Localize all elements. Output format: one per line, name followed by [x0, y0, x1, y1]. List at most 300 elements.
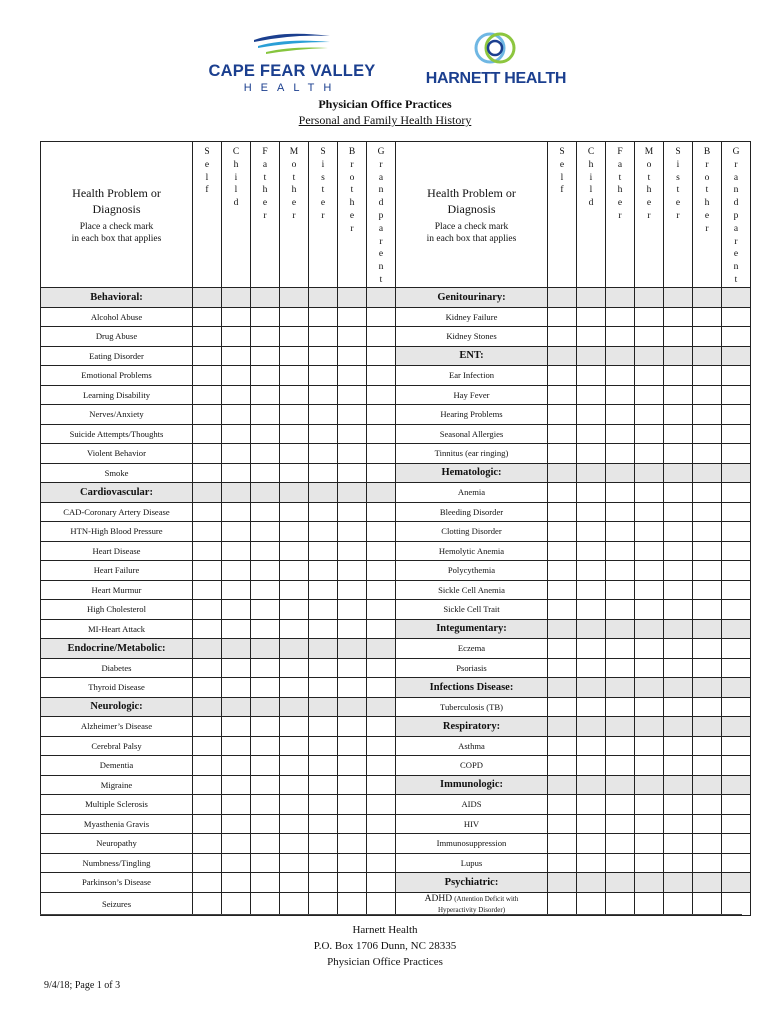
checkbox-cell[interactable]	[280, 580, 309, 600]
checkbox-cell[interactable]	[606, 892, 635, 915]
checkbox-cell[interactable]	[338, 600, 367, 620]
checkbox-cell[interactable]	[722, 561, 751, 581]
checkbox-cell[interactable]	[722, 795, 751, 815]
checkbox-cell[interactable]	[635, 892, 664, 915]
checkbox-cell[interactable]	[338, 717, 367, 737]
checkbox-cell[interactable]	[577, 541, 606, 561]
checkbox-cell[interactable]	[693, 366, 722, 386]
checkbox-cell[interactable]	[548, 541, 577, 561]
checkbox-cell[interactable]	[606, 444, 635, 464]
checkbox-cell[interactable]	[693, 561, 722, 581]
checkbox-cell[interactable]	[251, 717, 280, 737]
checkbox-cell[interactable]	[251, 873, 280, 893]
checkbox-cell[interactable]	[577, 483, 606, 503]
checkbox-cell[interactable]	[722, 736, 751, 756]
checkbox-cell[interactable]	[693, 483, 722, 503]
checkbox-cell[interactable]	[222, 600, 251, 620]
checkbox-cell[interactable]	[577, 424, 606, 444]
checkbox-cell[interactable]	[193, 424, 222, 444]
checkbox-cell[interactable]	[222, 561, 251, 581]
checkbox-cell[interactable]	[309, 892, 338, 915]
checkbox-cell[interactable]	[309, 366, 338, 386]
checkbox-cell[interactable]	[338, 502, 367, 522]
checkbox-cell[interactable]	[193, 405, 222, 425]
checkbox-cell[interactable]	[606, 522, 635, 542]
checkbox-cell[interactable]	[222, 424, 251, 444]
checkbox-cell[interactable]	[309, 658, 338, 678]
checkbox-cell[interactable]	[722, 541, 751, 561]
checkbox-cell[interactable]	[222, 736, 251, 756]
checkbox-cell[interactable]	[280, 619, 309, 639]
checkbox-cell[interactable]	[251, 502, 280, 522]
checkbox-cell[interactable]	[548, 892, 577, 915]
checkbox-cell[interactable]	[367, 600, 396, 620]
checkbox-cell[interactable]	[251, 658, 280, 678]
checkbox-cell[interactable]	[577, 522, 606, 542]
checkbox-cell[interactable]	[367, 463, 396, 483]
checkbox-cell[interactable]	[606, 405, 635, 425]
checkbox-cell[interactable]	[222, 658, 251, 678]
checkbox-cell[interactable]	[193, 580, 222, 600]
checkbox-cell[interactable]	[693, 658, 722, 678]
checkbox-cell[interactable]	[548, 522, 577, 542]
checkbox-cell[interactable]	[309, 775, 338, 795]
checkbox-cell[interactable]	[577, 814, 606, 834]
checkbox-cell[interactable]	[722, 834, 751, 854]
checkbox-cell[interactable]	[664, 424, 693, 444]
checkbox-cell[interactable]	[635, 327, 664, 347]
checkbox-cell[interactable]	[367, 814, 396, 834]
checkbox-cell[interactable]	[280, 892, 309, 915]
checkbox-cell[interactable]	[338, 327, 367, 347]
checkbox-cell[interactable]	[222, 619, 251, 639]
checkbox-cell[interactable]	[548, 600, 577, 620]
checkbox-cell[interactable]	[193, 366, 222, 386]
checkbox-cell[interactable]	[367, 775, 396, 795]
checkbox-cell[interactable]	[664, 814, 693, 834]
checkbox-cell[interactable]	[280, 327, 309, 347]
checkbox-cell[interactable]	[577, 502, 606, 522]
checkbox-cell[interactable]	[193, 658, 222, 678]
checkbox-cell[interactable]	[251, 600, 280, 620]
checkbox-cell[interactable]	[577, 658, 606, 678]
checkbox-cell[interactable]	[606, 834, 635, 854]
checkbox-cell[interactable]	[193, 561, 222, 581]
checkbox-cell[interactable]	[338, 619, 367, 639]
checkbox-cell[interactable]	[309, 385, 338, 405]
checkbox-cell[interactable]	[280, 834, 309, 854]
checkbox-cell[interactable]	[722, 444, 751, 464]
checkbox-cell[interactable]	[635, 580, 664, 600]
checkbox-cell[interactable]	[280, 736, 309, 756]
checkbox-cell[interactable]	[338, 892, 367, 915]
checkbox-cell[interactable]	[606, 814, 635, 834]
checkbox-cell[interactable]	[664, 736, 693, 756]
checkbox-cell[interactable]	[193, 444, 222, 464]
checkbox-cell[interactable]	[635, 522, 664, 542]
checkbox-cell[interactable]	[577, 580, 606, 600]
checkbox-cell[interactable]	[367, 717, 396, 737]
checkbox-cell[interactable]	[193, 795, 222, 815]
checkbox-cell[interactable]	[193, 600, 222, 620]
checkbox-cell[interactable]	[338, 346, 367, 366]
checkbox-cell[interactable]	[251, 619, 280, 639]
checkbox-cell[interactable]	[193, 385, 222, 405]
checkbox-cell[interactable]	[309, 541, 338, 561]
checkbox-cell[interactable]	[693, 307, 722, 327]
checkbox-cell[interactable]	[606, 483, 635, 503]
checkbox-cell[interactable]	[693, 405, 722, 425]
checkbox-cell[interactable]	[338, 522, 367, 542]
checkbox-cell[interactable]	[577, 600, 606, 620]
checkbox-cell[interactable]	[280, 405, 309, 425]
checkbox-cell[interactable]	[222, 853, 251, 873]
checkbox-cell[interactable]	[367, 853, 396, 873]
checkbox-cell[interactable]	[606, 327, 635, 347]
checkbox-cell[interactable]	[338, 775, 367, 795]
checkbox-cell[interactable]	[251, 853, 280, 873]
checkbox-cell[interactable]	[664, 522, 693, 542]
checkbox-cell[interactable]	[606, 600, 635, 620]
checkbox-cell[interactable]	[635, 639, 664, 659]
checkbox-cell[interactable]	[338, 873, 367, 893]
checkbox-cell[interactable]	[722, 756, 751, 776]
checkbox-cell[interactable]	[222, 756, 251, 776]
checkbox-cell[interactable]	[193, 834, 222, 854]
checkbox-cell[interactable]	[722, 424, 751, 444]
checkbox-cell[interactable]	[693, 327, 722, 347]
checkbox-cell[interactable]	[280, 346, 309, 366]
checkbox-cell[interactable]	[251, 346, 280, 366]
checkbox-cell[interactable]	[722, 366, 751, 386]
checkbox-cell[interactable]	[309, 580, 338, 600]
checkbox-cell[interactable]	[664, 697, 693, 717]
checkbox-cell[interactable]	[548, 385, 577, 405]
checkbox-cell[interactable]	[251, 385, 280, 405]
checkbox-cell[interactable]	[251, 814, 280, 834]
checkbox-cell[interactable]	[664, 834, 693, 854]
checkbox-cell[interactable]	[251, 327, 280, 347]
checkbox-cell[interactable]	[309, 853, 338, 873]
checkbox-cell[interactable]	[664, 580, 693, 600]
checkbox-cell[interactable]	[664, 541, 693, 561]
checkbox-cell[interactable]	[251, 561, 280, 581]
checkbox-cell[interactable]	[193, 327, 222, 347]
checkbox-cell[interactable]	[280, 775, 309, 795]
checkbox-cell[interactable]	[635, 736, 664, 756]
checkbox-cell[interactable]	[367, 561, 396, 581]
checkbox-cell[interactable]	[280, 795, 309, 815]
checkbox-cell[interactable]	[635, 307, 664, 327]
checkbox-cell[interactable]	[577, 697, 606, 717]
checkbox-cell[interactable]	[577, 327, 606, 347]
checkbox-cell[interactable]	[222, 366, 251, 386]
checkbox-cell[interactable]	[635, 600, 664, 620]
checkbox-cell[interactable]	[251, 405, 280, 425]
checkbox-cell[interactable]	[722, 697, 751, 717]
checkbox-cell[interactable]	[635, 405, 664, 425]
checkbox-cell[interactable]	[280, 853, 309, 873]
checkbox-cell[interactable]	[280, 366, 309, 386]
checkbox-cell[interactable]	[664, 483, 693, 503]
checkbox-cell[interactable]	[693, 541, 722, 561]
checkbox-cell[interactable]	[193, 307, 222, 327]
checkbox-cell[interactable]	[193, 814, 222, 834]
checkbox-cell[interactable]	[280, 561, 309, 581]
checkbox-cell[interactable]	[664, 756, 693, 776]
checkbox-cell[interactable]	[338, 424, 367, 444]
checkbox-cell[interactable]	[222, 678, 251, 698]
checkbox-cell[interactable]	[722, 639, 751, 659]
checkbox-cell[interactable]	[309, 736, 338, 756]
checkbox-cell[interactable]	[722, 580, 751, 600]
checkbox-cell[interactable]	[367, 444, 396, 464]
checkbox-cell[interactable]	[309, 678, 338, 698]
checkbox-cell[interactable]	[693, 697, 722, 717]
checkbox-cell[interactable]	[193, 775, 222, 795]
checkbox-cell[interactable]	[577, 561, 606, 581]
checkbox-cell[interactable]	[309, 444, 338, 464]
checkbox-cell[interactable]	[577, 405, 606, 425]
checkbox-cell[interactable]	[693, 600, 722, 620]
checkbox-cell[interactable]	[548, 561, 577, 581]
checkbox-cell[interactable]	[280, 307, 309, 327]
checkbox-cell[interactable]	[722, 502, 751, 522]
checkbox-cell[interactable]	[222, 502, 251, 522]
checkbox-cell[interactable]	[664, 444, 693, 464]
checkbox-cell[interactable]	[367, 736, 396, 756]
checkbox-cell[interactable]	[309, 327, 338, 347]
checkbox-cell[interactable]	[251, 463, 280, 483]
checkbox-cell[interactable]	[664, 405, 693, 425]
checkbox-cell[interactable]	[606, 502, 635, 522]
checkbox-cell[interactable]	[606, 658, 635, 678]
checkbox-cell[interactable]	[664, 366, 693, 386]
checkbox-cell[interactable]	[193, 619, 222, 639]
checkbox-cell[interactable]	[577, 736, 606, 756]
checkbox-cell[interactable]	[367, 424, 396, 444]
checkbox-cell[interactable]	[664, 600, 693, 620]
checkbox-cell[interactable]	[309, 561, 338, 581]
checkbox-cell[interactable]	[577, 366, 606, 386]
checkbox-cell[interactable]	[577, 853, 606, 873]
checkbox-cell[interactable]	[635, 697, 664, 717]
checkbox-cell[interactable]	[309, 346, 338, 366]
checkbox-cell[interactable]	[222, 580, 251, 600]
checkbox-cell[interactable]	[606, 736, 635, 756]
checkbox-cell[interactable]	[251, 522, 280, 542]
checkbox-cell[interactable]	[606, 853, 635, 873]
checkbox-cell[interactable]	[193, 678, 222, 698]
checkbox-cell[interactable]	[664, 307, 693, 327]
checkbox-cell[interactable]	[338, 658, 367, 678]
checkbox-cell[interactable]	[338, 756, 367, 776]
checkbox-cell[interactable]	[309, 600, 338, 620]
checkbox-cell[interactable]	[193, 873, 222, 893]
checkbox-cell[interactable]	[548, 795, 577, 815]
checkbox-cell[interactable]	[693, 580, 722, 600]
checkbox-cell[interactable]	[367, 307, 396, 327]
checkbox-cell[interactable]	[367, 873, 396, 893]
checkbox-cell[interactable]	[693, 834, 722, 854]
checkbox-cell[interactable]	[722, 892, 751, 915]
checkbox-cell[interactable]	[635, 483, 664, 503]
checkbox-cell[interactable]	[664, 327, 693, 347]
checkbox-cell[interactable]	[693, 814, 722, 834]
checkbox-cell[interactable]	[222, 522, 251, 542]
checkbox-cell[interactable]	[693, 444, 722, 464]
checkbox-cell[interactable]	[548, 736, 577, 756]
checkbox-cell[interactable]	[338, 814, 367, 834]
checkbox-cell[interactable]	[606, 561, 635, 581]
checkbox-cell[interactable]	[367, 658, 396, 678]
checkbox-cell[interactable]	[222, 307, 251, 327]
checkbox-cell[interactable]	[309, 424, 338, 444]
checkbox-cell[interactable]	[606, 307, 635, 327]
checkbox-cell[interactable]	[309, 834, 338, 854]
checkbox-cell[interactable]	[280, 678, 309, 698]
checkbox-cell[interactable]	[548, 756, 577, 776]
checkbox-cell[interactable]	[309, 756, 338, 776]
checkbox-cell[interactable]	[693, 756, 722, 776]
checkbox-cell[interactable]	[635, 385, 664, 405]
checkbox-cell[interactable]	[722, 522, 751, 542]
checkbox-cell[interactable]	[693, 424, 722, 444]
checkbox-cell[interactable]	[222, 873, 251, 893]
checkbox-cell[interactable]	[251, 424, 280, 444]
checkbox-cell[interactable]	[309, 463, 338, 483]
checkbox-cell[interactable]	[367, 541, 396, 561]
checkbox-cell[interactable]	[548, 502, 577, 522]
checkbox-cell[interactable]	[309, 502, 338, 522]
checkbox-cell[interactable]	[193, 541, 222, 561]
checkbox-cell[interactable]	[338, 580, 367, 600]
checkbox-cell[interactable]	[251, 775, 280, 795]
checkbox-cell[interactable]	[338, 366, 367, 386]
checkbox-cell[interactable]	[577, 834, 606, 854]
checkbox-cell[interactable]	[251, 541, 280, 561]
checkbox-cell[interactable]	[222, 444, 251, 464]
checkbox-cell[interactable]	[693, 736, 722, 756]
checkbox-cell[interactable]	[280, 385, 309, 405]
checkbox-cell[interactable]	[577, 795, 606, 815]
checkbox-cell[interactable]	[606, 366, 635, 386]
checkbox-cell[interactable]	[664, 658, 693, 678]
checkbox-cell[interactable]	[280, 717, 309, 737]
checkbox-cell[interactable]	[606, 639, 635, 659]
checkbox-cell[interactable]	[222, 795, 251, 815]
checkbox-cell[interactable]	[251, 580, 280, 600]
checkbox-cell[interactable]	[635, 444, 664, 464]
checkbox-cell[interactable]	[251, 834, 280, 854]
checkbox-cell[interactable]	[222, 717, 251, 737]
checkbox-cell[interactable]	[280, 873, 309, 893]
checkbox-cell[interactable]	[309, 717, 338, 737]
checkbox-cell[interactable]	[338, 561, 367, 581]
checkbox-cell[interactable]	[722, 600, 751, 620]
checkbox-cell[interactable]	[367, 346, 396, 366]
checkbox-cell[interactable]	[367, 892, 396, 915]
checkbox-cell[interactable]	[722, 658, 751, 678]
checkbox-cell[interactable]	[222, 385, 251, 405]
checkbox-cell[interactable]	[548, 307, 577, 327]
checkbox-cell[interactable]	[251, 892, 280, 915]
checkbox-cell[interactable]	[548, 697, 577, 717]
checkbox-cell[interactable]	[367, 366, 396, 386]
checkbox-cell[interactable]	[693, 853, 722, 873]
checkbox-cell[interactable]	[548, 658, 577, 678]
checkbox-cell[interactable]	[222, 541, 251, 561]
checkbox-cell[interactable]	[309, 873, 338, 893]
checkbox-cell[interactable]	[606, 795, 635, 815]
checkbox-cell[interactable]	[635, 814, 664, 834]
checkbox-cell[interactable]	[309, 307, 338, 327]
checkbox-cell[interactable]	[548, 366, 577, 386]
checkbox-cell[interactable]	[367, 619, 396, 639]
checkbox-cell[interactable]	[606, 424, 635, 444]
checkbox-cell[interactable]	[280, 522, 309, 542]
checkbox-cell[interactable]	[722, 327, 751, 347]
checkbox-cell[interactable]	[309, 405, 338, 425]
checkbox-cell[interactable]	[251, 795, 280, 815]
checkbox-cell[interactable]	[309, 619, 338, 639]
checkbox-cell[interactable]	[577, 639, 606, 659]
checkbox-cell[interactable]	[193, 736, 222, 756]
checkbox-cell[interactable]	[222, 346, 251, 366]
checkbox-cell[interactable]	[367, 795, 396, 815]
checkbox-cell[interactable]	[548, 580, 577, 600]
checkbox-cell[interactable]	[338, 678, 367, 698]
checkbox-cell[interactable]	[693, 892, 722, 915]
checkbox-cell[interactable]	[251, 307, 280, 327]
checkbox-cell[interactable]	[193, 717, 222, 737]
checkbox-cell[interactable]	[635, 834, 664, 854]
checkbox-cell[interactable]	[367, 502, 396, 522]
checkbox-cell[interactable]	[664, 385, 693, 405]
checkbox-cell[interactable]	[280, 541, 309, 561]
checkbox-cell[interactable]	[309, 814, 338, 834]
checkbox-cell[interactable]	[635, 366, 664, 386]
checkbox-cell[interactable]	[251, 736, 280, 756]
checkbox-cell[interactable]	[635, 424, 664, 444]
checkbox-cell[interactable]	[193, 892, 222, 915]
checkbox-cell[interactable]	[338, 853, 367, 873]
checkbox-cell[interactable]	[193, 502, 222, 522]
checkbox-cell[interactable]	[367, 834, 396, 854]
checkbox-cell[interactable]	[577, 756, 606, 776]
checkbox-cell[interactable]	[548, 444, 577, 464]
checkbox-cell[interactable]	[722, 307, 751, 327]
checkbox-cell[interactable]	[338, 834, 367, 854]
checkbox-cell[interactable]	[280, 424, 309, 444]
checkbox-cell[interactable]	[222, 327, 251, 347]
checkbox-cell[interactable]	[338, 736, 367, 756]
checkbox-cell[interactable]	[548, 327, 577, 347]
checkbox-cell[interactable]	[664, 639, 693, 659]
checkbox-cell[interactable]	[280, 463, 309, 483]
checkbox-cell[interactable]	[367, 405, 396, 425]
checkbox-cell[interactable]	[222, 892, 251, 915]
checkbox-cell[interactable]	[606, 580, 635, 600]
checkbox-cell[interactable]	[193, 756, 222, 776]
checkbox-cell[interactable]	[693, 502, 722, 522]
checkbox-cell[interactable]	[548, 405, 577, 425]
checkbox-cell[interactable]	[280, 756, 309, 776]
checkbox-cell[interactable]	[222, 814, 251, 834]
checkbox-cell[interactable]	[722, 405, 751, 425]
checkbox-cell[interactable]	[548, 853, 577, 873]
checkbox-cell[interactable]	[222, 405, 251, 425]
